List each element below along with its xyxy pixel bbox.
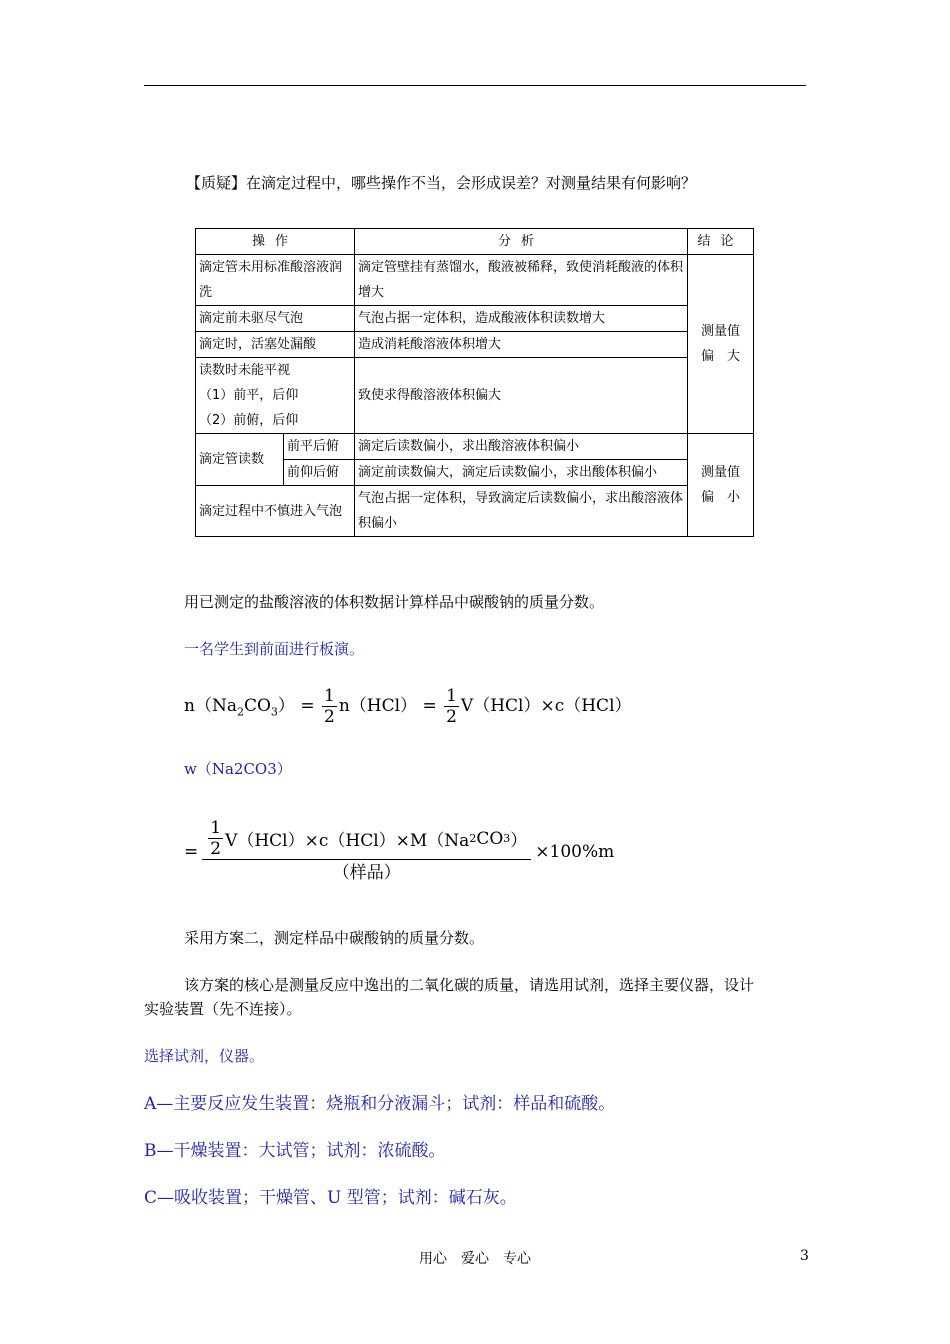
- analysis-cell: 气泡占据一定体积，导致滴定后读数偏小，求出酸溶液体积偏小: [355, 486, 688, 537]
- table-header-row: [196, 229, 754, 255]
- op-cell: 滴定过程中不慎进入气泡: [196, 486, 355, 537]
- analysis-cell: 滴定管壁挂有蒸馏水，酸液被稀释，致使消耗酸液的体积增大: [355, 255, 688, 306]
- sub-op-cell: 前平后俯: [284, 434, 355, 460]
- paragraph-core-1: 该方案的核心是测量反应中逸出的二氧化碳的质量，请选用试剂，选择主要仪器，设计: [184, 976, 755, 994]
- conclusion-low: 测量值 偏 小: [688, 434, 754, 537]
- analysis-cell: 气泡占据一定体积，造成酸液体积读数增大: [355, 306, 688, 332]
- analysis-cell: 造成消耗酸溶液体积增大: [355, 332, 688, 358]
- page-number: 3: [800, 1248, 809, 1264]
- table-row: [196, 255, 754, 306]
- analysis-cell: 滴定前读数偏大，滴定后读数偏小，求出酸体积偏小: [355, 460, 688, 486]
- analysis-cell: 致使求得酸溶液体积偏大: [355, 358, 688, 434]
- op-cell: 滴定管读数: [196, 434, 284, 486]
- header-analysis: 分析: [355, 229, 688, 255]
- sub-op-cell: 前仰后俯: [284, 460, 355, 486]
- footer-text: 用心 爱心 专心: [419, 1251, 531, 1267]
- item-c: C—吸收装置；干燥管、U 型管；试剂：碱石灰。: [144, 1188, 517, 1208]
- op-cell: 滴定管未用标准酸溶液润洗: [196, 255, 355, 306]
- op-cell: 滴定时，活塞处漏酸: [196, 332, 355, 358]
- table-row: [196, 434, 754, 460]
- formula-n: $n(Na_2CO_3)$ = $\frac{1}{2}$ n（HCl） = $\frac{1}{2}$ V（HCl）×c（HCl）: [184, 686, 632, 727]
- paragraph-calc: 用已测定的盐酸溶液的体积数据计算样品中碳酸钠的质量分数。: [184, 593, 605, 611]
- table-row: [196, 332, 754, 358]
- table-row: [196, 358, 754, 434]
- error-analysis-table: [195, 228, 754, 537]
- paragraph-select: 选择试剂，仪器。: [144, 1047, 265, 1065]
- paragraph-plan2: 采用方案二，测定样品中碳酸钠的质量分数。: [184, 929, 485, 947]
- formula-w: = $\frac{1}{2}$ V（HCl）×c（HCl）×M（Na 2 CO 3 ） （样品） ×100%m: [184, 818, 615, 883]
- op-cell: 滴定前未驱尽气泡: [196, 306, 355, 332]
- item-a: A—主要反应发生装置：烧瓶和分液漏斗；试剂：样品和硫酸。: [144, 1094, 616, 1114]
- op-cell: 读数时未能平视 （1）前平，后仰 （2）前俯，后仰: [196, 358, 355, 434]
- paragraph-core-2: 实验装置（先不连接）。: [144, 1000, 302, 1018]
- paragraph-student: 一名学生到前面进行板演。: [184, 640, 365, 658]
- conclusion-high: 测量值 偏 大: [688, 255, 754, 434]
- table-row: [196, 306, 754, 332]
- header-op: 操作: [196, 229, 355, 255]
- item-b: B—干燥装置：大试管；试剂：浓硫酸。: [144, 1141, 446, 1161]
- question-text: 【质疑】在滴定过程中，哪些操作不当，会形成误差？对测量结果有何影响？: [186, 174, 697, 192]
- table-row: [196, 486, 754, 537]
- header-conclusion: 结论: [688, 229, 754, 255]
- w-label: w（Na2CO3）: [184, 760, 292, 778]
- analysis-cell: 滴定后读数偏小，求出酸溶液体积偏小: [355, 434, 688, 460]
- header-rule: [144, 85, 806, 86]
